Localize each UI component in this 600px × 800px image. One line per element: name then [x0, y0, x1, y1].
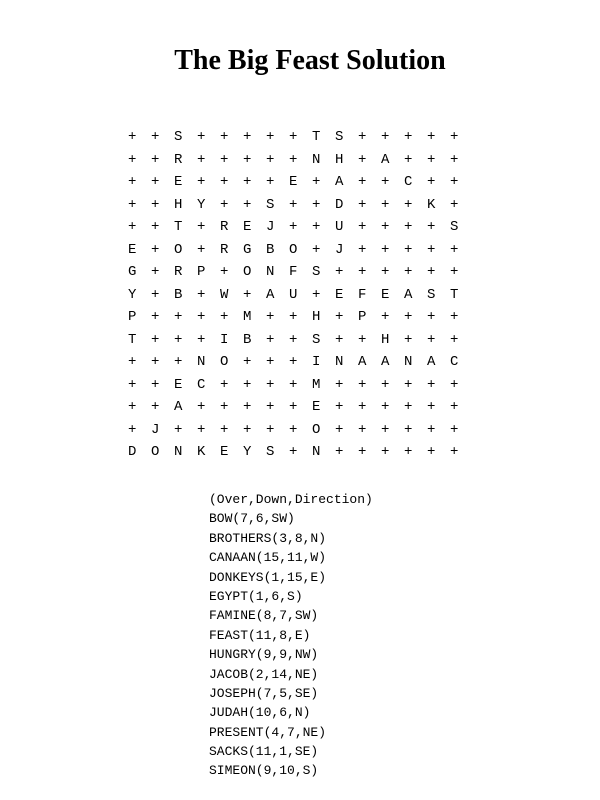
grid-cell: + — [427, 331, 436, 348]
grid-cell: S — [174, 129, 183, 146]
grid-cell: + — [335, 331, 344, 348]
grid-cell: + — [197, 286, 206, 303]
grid-cell: + — [358, 399, 367, 416]
grid-cell: + — [358, 444, 367, 461]
grid-cell: + — [289, 354, 298, 371]
grid-cell: A — [266, 286, 275, 303]
grid-cell: + — [220, 376, 229, 393]
grid-cell: + — [197, 421, 206, 438]
grid-cell: + — [381, 376, 390, 393]
grid-cell: H — [335, 151, 344, 168]
grid-cell: + — [427, 399, 436, 416]
grid-cell: T — [128, 331, 137, 348]
grid-cell: + — [289, 399, 298, 416]
grid-cell: + — [266, 309, 275, 326]
solution-entry: JOSEPH(7,5,SE) — [209, 685, 319, 701]
grid-cell: K — [427, 196, 436, 213]
grid-cell: C — [404, 174, 413, 191]
grid-cell: E — [174, 376, 183, 393]
grid-cell: + — [266, 399, 275, 416]
grid-cell: + — [427, 151, 436, 168]
grid-cell: K — [197, 444, 206, 461]
grid-cell: B — [174, 286, 183, 303]
grid-cell: + — [312, 219, 321, 236]
grid-cell: E — [312, 399, 321, 416]
grid-cell: + — [243, 196, 252, 213]
grid-cell: + — [404, 151, 413, 168]
grid-cell: + — [404, 331, 413, 348]
grid-cell: N — [335, 354, 344, 371]
grid-cell: + — [151, 174, 160, 191]
grid-cell: E — [128, 241, 137, 258]
grid-cell: + — [243, 376, 252, 393]
grid-cell: O — [220, 354, 229, 371]
grid-cell: + — [358, 376, 367, 393]
grid-cell: + — [128, 376, 137, 393]
grid-cell: + — [197, 309, 206, 326]
grid-cell: + — [289, 444, 298, 461]
solution-entry: CANAAN(15,11,W) — [209, 550, 327, 566]
grid-cell: + — [450, 241, 459, 258]
grid-cell: + — [197, 151, 206, 168]
grid-row — [128, 239, 473, 262]
grid-cell: A — [335, 174, 344, 191]
grid-cell: G — [243, 241, 252, 258]
grid-cell: C — [197, 376, 206, 393]
grid-cell: + — [450, 264, 459, 281]
grid-cell: A — [381, 151, 390, 168]
grid-cell: + — [266, 354, 275, 371]
grid-cell: + — [128, 196, 137, 213]
grid-cell: + — [381, 399, 390, 416]
grid-cell: J — [151, 421, 160, 438]
grid-cell: + — [266, 129, 275, 146]
grid-cell: + — [151, 309, 160, 326]
grid-cell: + — [450, 421, 459, 438]
grid-cell: + — [128, 219, 137, 236]
grid-cell: + — [312, 286, 321, 303]
grid-cell: + — [450, 376, 459, 393]
grid-cell: S — [427, 286, 436, 303]
grid-cell: + — [197, 174, 206, 191]
grid-cell: P — [128, 309, 137, 326]
grid-cell: E — [289, 174, 298, 191]
grid-cell: + — [427, 241, 436, 258]
grid-cell: + — [174, 421, 183, 438]
grid-cell: + — [312, 241, 321, 258]
grid-row — [128, 441, 473, 464]
grid-cell: + — [404, 421, 413, 438]
grid-cell: + — [427, 219, 436, 236]
grid-cell: H — [312, 309, 321, 326]
grid-cell: O — [151, 444, 160, 461]
grid-cell: N — [266, 264, 275, 281]
grid-cell: + — [289, 196, 298, 213]
grid-cell: + — [404, 129, 413, 146]
grid-cell: N — [174, 444, 183, 461]
grid-cell: N — [404, 354, 413, 371]
grid-cell: + — [220, 129, 229, 146]
grid-cell: + — [220, 151, 229, 168]
grid-cell: + — [289, 129, 298, 146]
grid-cell: H — [381, 331, 390, 348]
solution-entry: HUNGRY(9,9,NW) — [209, 647, 319, 663]
grid-cell: A — [381, 354, 390, 371]
solution-entry: FEAST(11,8,E) — [209, 627, 311, 643]
grid-cell: + — [289, 421, 298, 438]
grid-cell: E — [243, 219, 252, 236]
grid-cell: + — [312, 174, 321, 191]
grid-cell: + — [243, 286, 252, 303]
grid-cell: + — [243, 151, 252, 168]
grid-cell: + — [151, 129, 160, 146]
word-search-grid — [128, 126, 473, 464]
grid-cell: + — [174, 309, 183, 326]
grid-cell: + — [197, 129, 206, 146]
grid-cell: U — [335, 219, 344, 236]
grid-cell: + — [151, 376, 160, 393]
grid-cell: + — [335, 444, 344, 461]
grid-cell: G — [128, 264, 137, 281]
grid-cell: S — [266, 444, 275, 461]
grid-cell: M — [243, 309, 252, 326]
grid-cell: + — [358, 129, 367, 146]
grid-cell: S — [335, 129, 344, 146]
grid-cell: B — [243, 331, 252, 348]
grid-cell: T — [450, 286, 459, 303]
grid-cell: + — [404, 264, 413, 281]
solution-list — [209, 490, 373, 781]
grid-cell: + — [381, 264, 390, 281]
grid-cell: + — [450, 129, 459, 146]
grid-cell: + — [266, 331, 275, 348]
grid-cell: + — [450, 174, 459, 191]
grid-cell: + — [243, 421, 252, 438]
grid-cell: + — [128, 151, 137, 168]
grid-cell: + — [427, 309, 436, 326]
solution-entry: DONKEYS(1,15,E) — [209, 569, 327, 585]
grid-cell: N — [312, 444, 321, 461]
grid-cell: + — [381, 421, 390, 438]
grid-cell: O — [289, 241, 298, 258]
page-title: The Big Feast Solution — [174, 45, 446, 76]
grid-cell: + — [427, 264, 436, 281]
grid-cell: + — [220, 399, 229, 416]
grid-cell: + — [197, 331, 206, 348]
grid-cell: + — [404, 219, 413, 236]
grid-cell: + — [128, 129, 137, 146]
grid-cell: + — [151, 219, 160, 236]
grid-cell: + — [151, 264, 160, 281]
grid-row — [128, 419, 473, 442]
grid-cell: U — [289, 286, 298, 303]
grid-cell: W — [220, 286, 229, 303]
solution-entry: SIMEON(9,10,S) — [209, 763, 319, 779]
grid-cell: + — [358, 174, 367, 191]
grid-row — [128, 261, 473, 284]
grid-cell: I — [220, 331, 229, 348]
grid-cell: J — [266, 219, 275, 236]
grid-row — [128, 171, 473, 194]
grid-cell: + — [220, 264, 229, 281]
grid-cell: + — [404, 309, 413, 326]
grid-cell: S — [450, 219, 459, 236]
solution-entry: BROTHERS(3,8,N) — [209, 530, 327, 546]
grid-cell: + — [381, 129, 390, 146]
grid-cell: S — [312, 264, 321, 281]
grid-cell: D — [128, 444, 137, 461]
grid-cell: Y — [243, 444, 252, 461]
grid-cell: + — [404, 399, 413, 416]
grid-cell: + — [450, 399, 459, 416]
grid-cell: A — [174, 399, 183, 416]
grid-cell: + — [128, 174, 137, 191]
grid-cell: E — [381, 286, 390, 303]
grid-cell: + — [128, 399, 137, 416]
grid-cell: R — [220, 241, 229, 258]
grid-cell: M — [312, 376, 321, 393]
grid-cell: + — [381, 444, 390, 461]
grid-cell: N — [197, 354, 206, 371]
grid-cell: + — [358, 241, 367, 258]
grid-cell: C — [450, 354, 459, 371]
grid-cell: + — [197, 219, 206, 236]
grid-cell: + — [404, 196, 413, 213]
grid-cell: + — [266, 376, 275, 393]
grid-row — [128, 126, 473, 149]
grid-cell: + — [381, 174, 390, 191]
grid-row — [128, 374, 473, 397]
grid-cell: P — [197, 264, 206, 281]
grid-cell: + — [450, 444, 459, 461]
grid-cell: + — [243, 399, 252, 416]
grid-cell: + — [358, 264, 367, 281]
solution-entry: JACOB(2,14,NE) — [209, 666, 319, 682]
grid-cell: + — [381, 309, 390, 326]
grid-cell: R — [220, 219, 229, 236]
grid-cell: E — [220, 444, 229, 461]
grid-cell: + — [220, 196, 229, 213]
grid-cell: + — [266, 421, 275, 438]
grid-cell: + — [358, 331, 367, 348]
grid-row — [128, 216, 473, 239]
grid-cell: I — [312, 354, 321, 371]
grid-cell: A — [404, 286, 413, 303]
grid-cell: + — [220, 421, 229, 438]
solution-entry: FAMINE(8,7,SW) — [209, 608, 319, 624]
grid-cell: + — [289, 309, 298, 326]
solution-entry: SACKS(11,1,SE) — [209, 744, 319, 760]
grid-cell: + — [358, 196, 367, 213]
grid-cell: + — [450, 196, 459, 213]
grid-cell: + — [289, 376, 298, 393]
grid-cell: Y — [128, 286, 137, 303]
solution-entry: BOW(7,6,SW) — [209, 511, 295, 527]
grid-cell: S — [266, 196, 275, 213]
grid-row — [128, 306, 473, 329]
grid-cell: + — [151, 196, 160, 213]
grid-row — [128, 194, 473, 217]
grid-cell: + — [266, 174, 275, 191]
grid-cell: + — [427, 444, 436, 461]
solution-entry: PRESENT(4,7,NE) — [209, 724, 327, 740]
grid-row — [128, 149, 473, 172]
grid-cell: R — [174, 264, 183, 281]
grid-cell: + — [427, 174, 436, 191]
grid-cell: + — [381, 219, 390, 236]
grid-cell: + — [220, 309, 229, 326]
grid-cell: + — [197, 241, 206, 258]
grid-cell: F — [289, 264, 298, 281]
grid-cell: T — [312, 129, 321, 146]
grid-row — [128, 329, 473, 352]
grid-row — [128, 284, 473, 307]
grid-cell: J — [335, 241, 344, 258]
grid-cell: T — [174, 219, 183, 236]
grid-cell: O — [243, 264, 252, 281]
grid-cell: + — [358, 219, 367, 236]
grid-cell: H — [174, 196, 183, 213]
grid-row — [128, 396, 473, 419]
grid-cell: + — [220, 174, 229, 191]
legend-header: (Over,Down,Direction) — [209, 492, 373, 507]
grid-cell: + — [358, 151, 367, 168]
grid-cell: + — [358, 421, 367, 438]
grid-cell: A — [427, 354, 436, 371]
grid-cell: + — [128, 354, 137, 371]
grid-cell: + — [151, 151, 160, 168]
grid-cell: + — [174, 331, 183, 348]
grid-cell: + — [151, 399, 160, 416]
grid-cell: B — [266, 241, 275, 258]
grid-cell: + — [381, 196, 390, 213]
grid-cell: + — [450, 151, 459, 168]
grid-cell: E — [174, 174, 183, 191]
grid-cell: + — [128, 421, 137, 438]
grid-cell: + — [174, 354, 183, 371]
grid-cell: O — [174, 241, 183, 258]
solution-entry: EGYPT(1,6,S) — [209, 588, 303, 604]
grid-cell: + — [266, 151, 275, 168]
grid-cell: + — [197, 399, 206, 416]
grid-cell: + — [151, 286, 160, 303]
grid-cell: + — [335, 309, 344, 326]
grid-cell: + — [151, 354, 160, 371]
grid-cell: F — [358, 286, 367, 303]
grid-cell: Y — [197, 196, 206, 213]
grid-cell: A — [358, 354, 367, 371]
grid-cell: + — [335, 399, 344, 416]
solution-entry: JUDAH(10,6,N) — [209, 705, 311, 721]
grid-cell: D — [335, 196, 344, 213]
grid-cell: + — [289, 151, 298, 168]
grid-cell: + — [450, 309, 459, 326]
grid-cell: + — [404, 444, 413, 461]
grid-cell: R — [174, 151, 183, 168]
grid-cell: + — [404, 376, 413, 393]
grid-cell: + — [312, 196, 321, 213]
grid-cell: + — [427, 129, 436, 146]
grid-cell: S — [312, 331, 321, 348]
grid-cell: E — [335, 286, 344, 303]
grid-cell: N — [312, 151, 321, 168]
grid-cell: + — [381, 241, 390, 258]
grid-cell: + — [151, 241, 160, 258]
grid-cell: + — [404, 241, 413, 258]
grid-cell: + — [335, 376, 344, 393]
grid-cell: + — [427, 421, 436, 438]
grid-cell: + — [289, 331, 298, 348]
grid-cell: + — [289, 219, 298, 236]
grid-cell: + — [243, 354, 252, 371]
grid-cell: + — [335, 264, 344, 281]
grid-cell: O — [312, 421, 321, 438]
grid-cell: + — [243, 129, 252, 146]
grid-row — [128, 351, 473, 374]
grid-cell: + — [427, 376, 436, 393]
grid-cell: + — [151, 331, 160, 348]
grid-cell: + — [450, 331, 459, 348]
grid-cell: P — [358, 309, 367, 326]
grid-cell: + — [335, 421, 344, 438]
grid-cell: + — [243, 174, 252, 191]
